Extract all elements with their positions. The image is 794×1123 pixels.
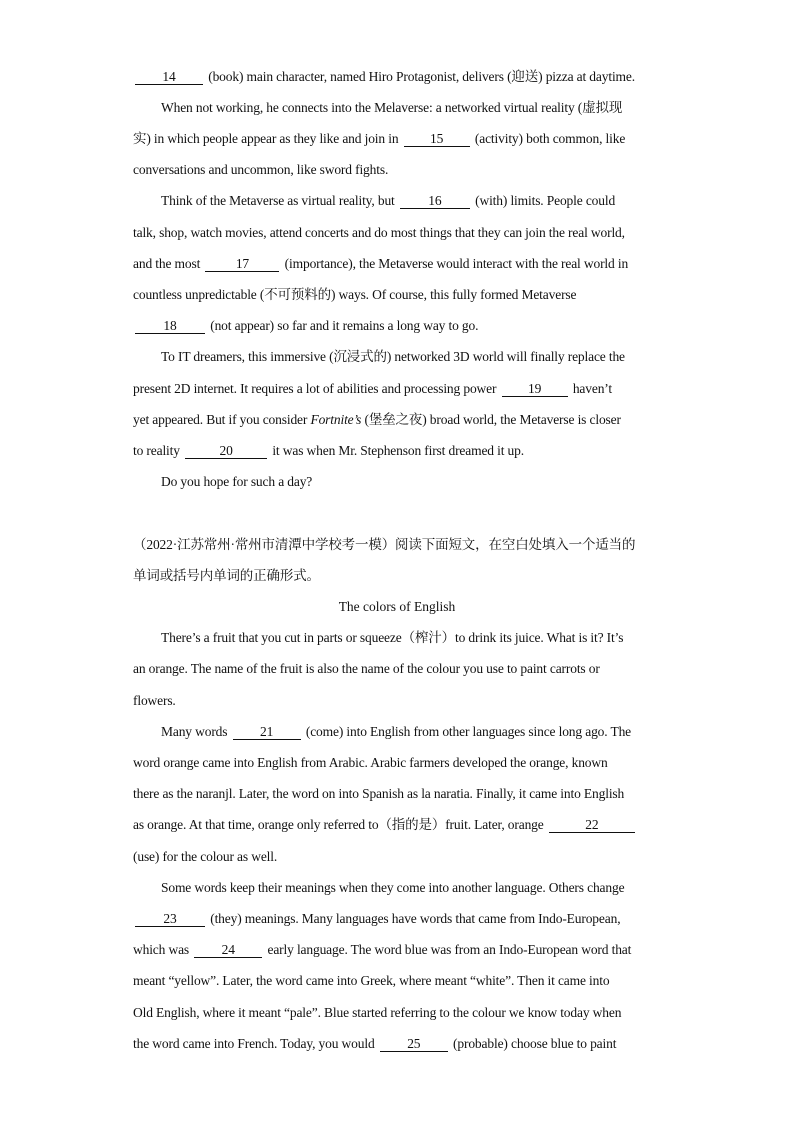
text: (not appear) so far and it remains a long way to go. (210, 318, 479, 333)
blank-14[interactable]: 14 (135, 69, 203, 85)
passage2-line-14 (133, 1035, 616, 1053)
blank-22[interactable]: 22 (549, 817, 635, 833)
passage2-line-3: flowers. (133, 693, 176, 708)
passage1-line-11 (133, 380, 612, 398)
passage2-line-8: (use) for the colour as well. (133, 849, 278, 864)
blank-18[interactable]: 18 (135, 318, 205, 334)
instruction-line-1: （2022·江苏常州·常州市清潭中学校考一模）阅读下面短文，在空白处填入一个适当的 (133, 537, 636, 552)
text: and the most (133, 256, 201, 271)
passage2-line-13: Old English, where it meant “pale”. Blue started referring to the colour we know today when (133, 1005, 622, 1020)
passage1-line-8: countless unpredictable (不可预料的) ways. Of course, this fully formed Metaverse (133, 287, 577, 302)
blank-24[interactable]: 24 (194, 942, 262, 958)
passage1-line-7 (133, 255, 628, 273)
passage2-line-10 (133, 910, 620, 928)
passage2-line-6: there as the naranjl. Later, the word on into Spanish as la naratia. Finally, it came into English (133, 786, 625, 801)
passage1-line-4: conversations and uncommon, like sword fights. (133, 162, 389, 177)
text: present 2D internet. It requires a lot of abilities and processing power (133, 381, 497, 396)
blank-16[interactable]: 16 (400, 193, 470, 209)
text: Many words (161, 724, 228, 739)
passage2-line-1: There’s a fruit that you cut in parts or squeeze（榨汁）to drink its juice. What is it? It’s (161, 630, 624, 645)
passage1-line-12 (133, 411, 621, 429)
passage2-line-9: Some words keep their meanings when they come into another language. Others change (161, 880, 625, 895)
passage2-line-4 (161, 723, 631, 741)
passage1-line-2: When not working, he connects into the Melaverse: a networked virtual reality (虚拟现 (161, 100, 623, 115)
text: (importance), the Metaverse would interact with the real world in (284, 256, 629, 271)
blank-15[interactable]: 15 (404, 131, 470, 147)
blank-17[interactable]: 17 (205, 256, 279, 272)
text: (probable) choose blue to paint (453, 1036, 617, 1051)
passage1-line-10: To IT dreamers, this immersive (沉浸式的) networked 3D world will finally replace the (161, 349, 625, 364)
passage1-line-6: talk, shop, watch movies, attend concerts and do most things that they can join the real world, (133, 225, 625, 240)
passage1-line-5 (161, 192, 615, 210)
text: which was (133, 942, 190, 957)
instruction-line-2: 单词或括号内单词的正确形式。 (133, 568, 320, 583)
blank-19[interactable]: 19 (502, 381, 568, 397)
blank-20[interactable]: 20 (185, 443, 267, 459)
passage1-line-9 (133, 317, 478, 335)
blank-23[interactable]: 23 (135, 911, 205, 927)
passage2-line-2: an orange. The name of the fruit is also the name of the colour you use to paint carrots or (133, 661, 600, 676)
text: Think of the Metaverse as virtual reality, but (161, 193, 395, 208)
text: the word came into French. Today, you would (133, 1036, 375, 1051)
blank-25[interactable]: 25 (380, 1036, 448, 1052)
text: (they) meanings. Many languages have words that came from Indo-European, (210, 911, 621, 926)
text: (堡垒之夜) broad world, the Metaverse is closer (364, 412, 621, 427)
italic-title: Fortnite’s (310, 412, 362, 427)
passage1-line-1 (133, 68, 635, 86)
passage1-line-14: Do you hope for such a day? (161, 474, 313, 489)
text: early language. The word blue was from an Indo-European word that (267, 942, 632, 957)
passage2-line-5: word orange came into English from Arabic. Arabic farmers developed the orange, known (133, 755, 608, 770)
text: yet appeared. But if you consider (133, 412, 308, 427)
text: (with) limits. People could (475, 193, 616, 208)
text: (activity) both common, like (474, 131, 626, 146)
passage2-title: The colors of English (338, 599, 456, 614)
passage2-line-11 (133, 941, 631, 959)
text: to reality (133, 443, 180, 458)
text: as orange. At that time, orange only referred to（指的是）fruit. Later, orange (133, 817, 544, 832)
passage1-line-3 (133, 130, 625, 148)
text: haven’t (572, 381, 612, 396)
text: 实) in which people appear as they like and join in (133, 131, 399, 146)
text: it was when Mr. Stephenson first dreamed it up. (272, 443, 524, 458)
passage2-line-7 (133, 816, 637, 834)
text: (book) main character, named Hiro Protagonist, delivers (迎送) pizza at daytime. (208, 69, 635, 84)
blank-21[interactable]: 21 (233, 724, 301, 740)
passage1-line-13 (133, 442, 524, 460)
passage2-line-12: meant “yellow”. Later, the word came into Greek, where meant “white”. Then it came into (133, 973, 610, 988)
text: (come) into English from other languages since long ago. The (305, 724, 632, 739)
